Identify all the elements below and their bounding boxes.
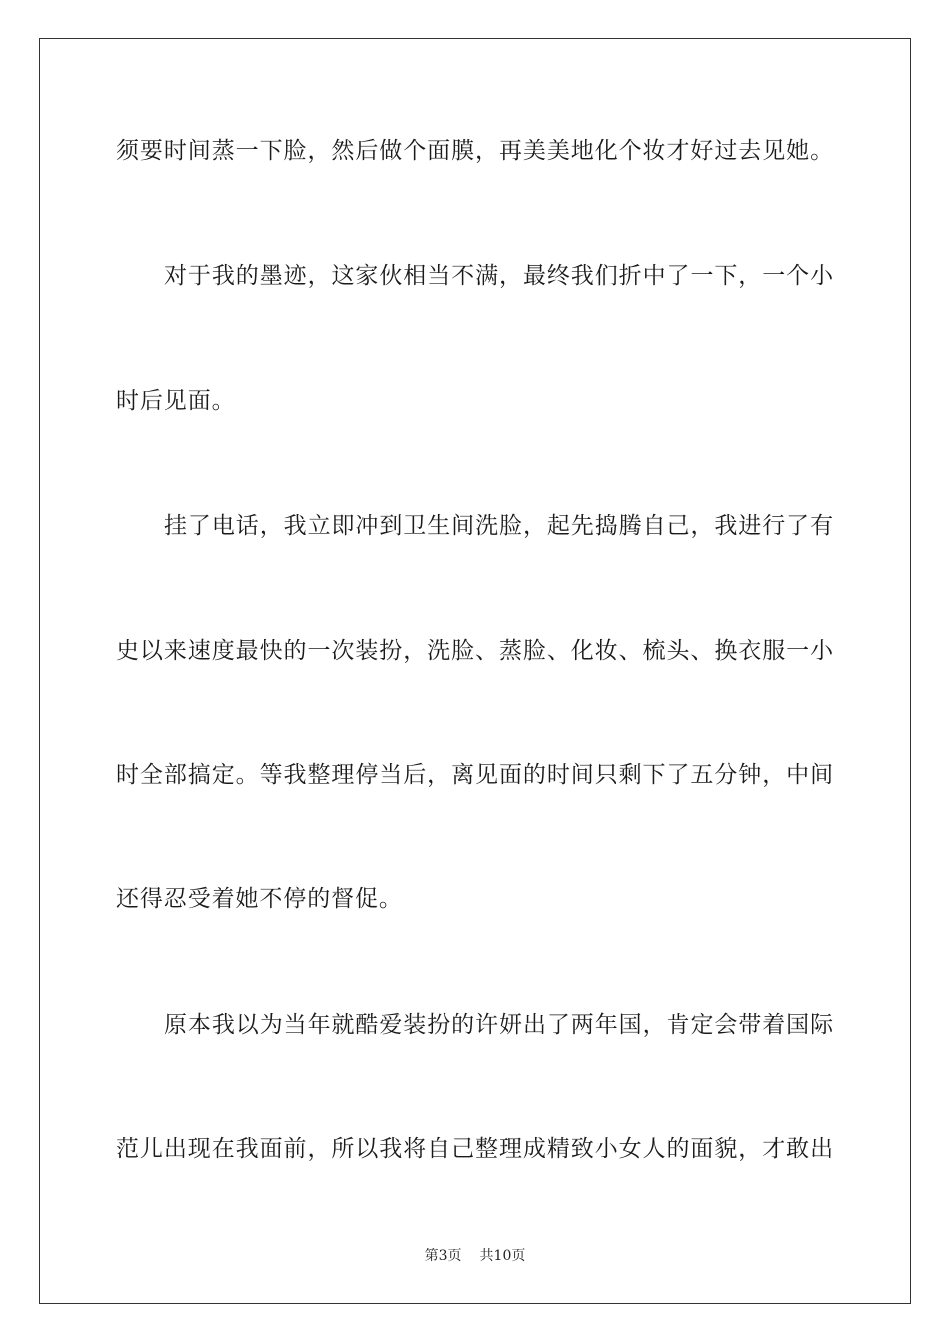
page-border <box>39 38 911 1304</box>
page-number: 第3页 <box>424 1248 462 1264</box>
text-line-5: 史以来速度最快的一次装扮，洗脸、蒸脸、化妆、梳头、换衣服一小 <box>116 638 834 664</box>
text-line-3: 时后见面。 <box>116 388 236 414</box>
page-total: 共10页 <box>479 1248 526 1264</box>
text-line-1: 须要时间蒸一下脸，然后做个面膜，再美美地化个妆才好过去见她。 <box>116 138 834 164</box>
page-footer <box>0 1247 950 1265</box>
text-line-9: 范儿出现在我面前，所以我将自己整理成精致小女人的面貌，才敢出 <box>116 1136 834 1162</box>
text-line-6: 时全部搞定。等我整理停当后，离见面的时间只剩下了五分钟，中间 <box>116 762 834 788</box>
text-line-2: 对于我的墨迹，这家伙相当不满，最终我们折中了一下，一个小 <box>164 263 834 289</box>
text-line-8: 原本我以为当年就酷爱装扮的许妍出了两年国，肯定会带着国际 <box>164 1012 834 1038</box>
text-line-7: 还得忍受着她不停的督促。 <box>116 886 403 912</box>
text-line-4: 挂了电话，我立即冲到卫生间洗脸，起先捣腾自己，我进行了有 <box>164 513 834 539</box>
